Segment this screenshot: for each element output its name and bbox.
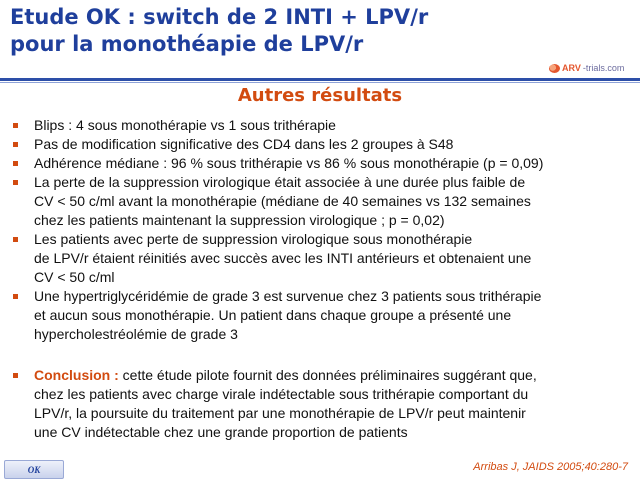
bullet-item [0,287,543,344]
study-tab-label: OK [4,460,64,479]
header-divider [0,78,640,81]
logo-text-trials: -trials.com [582,63,625,73]
bullet-text-line: Blips : 4 sous monothérapie vs 1 sous trithérapie [34,117,336,133]
bullet-text-line: La perte de la suppression virologique était associée à une durée plus faible de [34,174,526,190]
bullet-square-icon [13,142,18,147]
slide-title [10,4,530,58]
bullet-text-line: CV < 50 c/ml [34,269,115,285]
bullet-square-icon [13,161,18,166]
bullet-text-line: hypercholestréolémie de grade 3 [34,326,238,342]
arv-trials-logo [549,61,624,75]
bullet-square-icon [13,180,18,185]
results-bullet-list [0,116,543,344]
logo-mark-icon [549,64,560,73]
slide-title-line-1: Etude OK : switch de 2 INTI + LPV/r [10,5,429,29]
bullet-text-line: Adhérence médiane : 96 % sous trithérapie vs 86 % sous monothérapie (p = 0,09) [34,155,544,171]
bullet-square-icon [13,123,18,128]
conclusion-paragraph [0,366,537,442]
bullet-text-line: Les patients avec perte de suppression virologique sous monothérapie [34,231,473,247]
bullet-item [0,154,543,173]
bullet-item [0,173,543,230]
bullet-item [0,116,543,135]
conclusion-first-line [34,366,537,385]
bullet-text-line: chez les patients maintenant la suppression virologique ; p = 0,02) [34,212,445,228]
bullet-text-line: et aucun sous monothérapie. Un patient dans chaque groupe a présenté une [34,307,512,323]
conclusion-text-line: LPV/r, la poursuite du traitement par une monothérapie de LPV/r peut maintenir [34,405,526,421]
bullet-square-icon [13,237,18,242]
bullet-square-icon [13,373,18,378]
conclusion-text-line: chez les patients avec charge virale indétectable sous trithérapie comportant du [34,386,529,402]
bullet-text-line: CV < 50 c/ml avant la monothérapie (médiane de 40 semaines vs 132 semaines [34,193,531,209]
conclusion-text-line: une CV indétectable chez une grande proportion de patients [34,424,408,440]
logo-text-arv: ARV [562,63,581,73]
conclusion-text-line: cette étude pilote fournit des données préliminaires suggérant que, [122,367,537,383]
reference-citation: Arribas J, JAIDS 2005;40:280-7 [473,461,628,473]
bullet-item [0,230,543,287]
bullet-text-line: Une hypertriglycéridémie de grade 3 est survenue chez 3 patients sous trithérapie [34,288,542,304]
conclusion-label: Conclusion : [34,367,119,383]
bullet-text-line: de LPV/r étaient réinitiés avec succès avec les INTI antérieurs et obtenaient une [34,250,532,266]
bullet-square-icon [13,294,18,299]
bullet-text-line: Pas de modification significative des CD4 dans les 2 groupes à S48 [34,136,454,152]
bullet-item [0,135,543,154]
header-divider-thin [0,82,640,83]
section-subtitle: Autres résultats [237,85,403,106]
slide-title-line-2: pour la monothéapie de LPV/r [10,32,364,56]
